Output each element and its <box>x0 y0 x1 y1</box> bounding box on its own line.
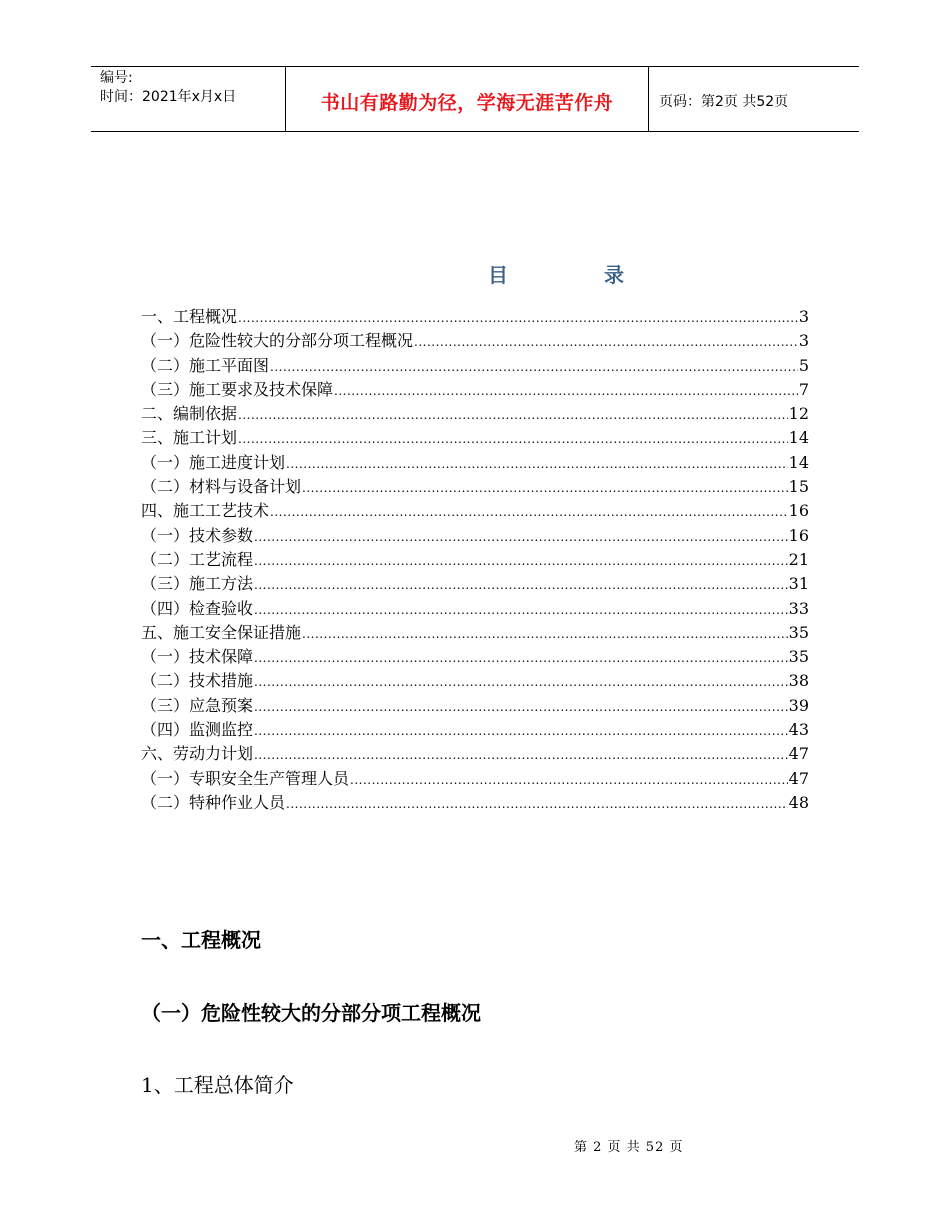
header-left-cell <box>91 67 286 131</box>
toc-entry-text: （三）应急预案 <box>141 695 254 715</box>
toc-entry-page: 16 <box>788 501 809 521</box>
toc-entry-page: 3 <box>798 331 809 351</box>
header-motto: 书山有路勤为径，学海无涯苦作舟 <box>286 67 649 131</box>
toc-leader-dots <box>238 427 788 451</box>
toc-entry-text: 一、工程概况 <box>141 307 238 326</box>
toc-entry[interactable] <box>141 499 809 523</box>
toc-entry-text: （一）技术保障 <box>141 647 254 667</box>
section-heading-1: 一、工程概况 <box>141 928 261 952</box>
toc-leader-dots <box>286 452 788 476</box>
toc-entry-text: （二）工艺流程 <box>141 549 254 569</box>
toc-entry-page: 3 <box>798 307 809 326</box>
toc-leader-dots <box>254 743 788 767</box>
toc-entry-page: 48 <box>788 792 809 812</box>
table-of-contents <box>141 305 809 815</box>
toc-entry[interactable] <box>141 524 809 548</box>
toc-leader-dots <box>254 573 788 597</box>
page-header <box>91 66 859 132</box>
toc-entry-page: 43 <box>788 720 809 740</box>
toc-title-char-2: 录 <box>604 263 624 287</box>
toc-entry-page: 5 <box>798 355 809 375</box>
toc-entry-page: 39 <box>788 695 809 715</box>
toc-title-char-1: 目 <box>488 263 508 287</box>
toc-entry-page: 7 <box>798 379 809 399</box>
toc-leader-dots <box>254 695 788 719</box>
toc-entry[interactable] <box>141 742 809 766</box>
toc-leader-dots <box>302 476 788 500</box>
toc-entry-text: （二）特种作业人员 <box>141 792 286 812</box>
toc-leader-dots <box>254 525 788 549</box>
toc-entry[interactable] <box>141 767 809 791</box>
toc-leader-dots <box>350 768 788 792</box>
toc-leader-dots <box>286 792 788 816</box>
toc-entry-page: 21 <box>788 549 809 569</box>
toc-entry[interactable] <box>141 597 809 621</box>
toc-entry[interactable] <box>141 354 809 378</box>
toc-leader-dots <box>270 500 788 524</box>
toc-entry-text: （二）施工平面图 <box>141 355 270 375</box>
document-time-label: 时间：2021年x月x日 <box>100 89 237 105</box>
document-number-label: 编号: <box>100 70 133 86</box>
toc-title <box>488 259 624 288</box>
toc-entry[interactable] <box>141 572 809 596</box>
toc-entry-text: （三）施工方法 <box>141 574 254 594</box>
toc-entry-text: 五、施工安全保证措施 <box>141 622 302 642</box>
toc-entry-text: （一）施工进度计划 <box>141 452 286 472</box>
toc-entry-text: （一）专职安全生产管理人员 <box>141 768 350 788</box>
toc-entry-page: 14 <box>788 428 809 448</box>
toc-leader-dots <box>270 355 798 379</box>
toc-entry-page: 35 <box>788 622 809 642</box>
toc-entry-page: 31 <box>788 574 809 594</box>
toc-leader-dots <box>254 646 788 670</box>
toc-leader-dots <box>302 622 788 646</box>
toc-entry-text: （二）技术措施 <box>141 671 254 691</box>
toc-entry-page: 15 <box>788 477 809 497</box>
toc-entry-page: 16 <box>788 525 809 545</box>
toc-entry[interactable] <box>141 305 809 329</box>
header-page-info: 页码：第2页 共52页 <box>659 94 789 110</box>
toc-entry[interactable] <box>141 378 809 402</box>
toc-entry-text: （四）检查验收 <box>141 598 254 618</box>
toc-entry[interactable] <box>141 451 809 475</box>
toc-entry[interactable] <box>141 475 809 499</box>
toc-entry-page: 47 <box>788 768 809 788</box>
toc-entry[interactable] <box>141 645 809 669</box>
toc-leader-dots <box>238 403 788 427</box>
page-footer: 第 2 页 共 52 页 <box>574 1140 684 1155</box>
toc-leader-dots <box>334 379 798 403</box>
toc-entry-text: 二、编制依据 <box>141 404 238 424</box>
toc-entry-text: （二）材料与设备计划 <box>141 477 302 497</box>
toc-entry-text: （一）技术参数 <box>141 525 254 545</box>
section-heading-3: 1、工程总体简介 <box>141 1073 294 1097</box>
toc-entry[interactable] <box>141 621 809 645</box>
toc-entry[interactable] <box>141 402 809 426</box>
toc-entry-page: 14 <box>788 452 809 472</box>
toc-entry[interactable] <box>141 718 809 742</box>
toc-entry-page: 35 <box>788 647 809 667</box>
toc-entry-text: 三、施工计划 <box>141 428 238 448</box>
toc-entry-text: （三）施工要求及技术保障 <box>141 379 334 399</box>
toc-entry-page: 33 <box>788 598 809 618</box>
toc-leader-dots <box>254 670 788 694</box>
toc-entry[interactable] <box>141 329 809 353</box>
toc-entry[interactable] <box>141 694 809 718</box>
toc-entry-text: 四、施工工艺技术 <box>141 501 270 521</box>
toc-entry-text: 六、劳动力计划 <box>141 744 254 764</box>
toc-entry-text: （四）监测监控 <box>141 720 254 740</box>
toc-entry-page: 47 <box>788 744 809 764</box>
toc-leader-dots <box>414 330 798 354</box>
toc-entry-page: 12 <box>788 404 809 424</box>
toc-leader-dots <box>254 719 788 743</box>
section-heading-2: （一）危险性较大的分部分项工程概况 <box>141 1001 481 1025</box>
toc-leader-dots <box>254 549 788 573</box>
toc-entry[interactable] <box>141 426 809 450</box>
toc-entry[interactable] <box>141 791 809 815</box>
toc-entry[interactable] <box>141 669 809 693</box>
toc-entry-page: 38 <box>788 671 809 691</box>
toc-leader-dots <box>254 598 788 622</box>
toc-leader-dots <box>238 306 798 330</box>
toc-entry[interactable] <box>141 548 809 572</box>
toc-entry-text: （一）危险性较大的分部分项工程概况 <box>141 331 414 351</box>
